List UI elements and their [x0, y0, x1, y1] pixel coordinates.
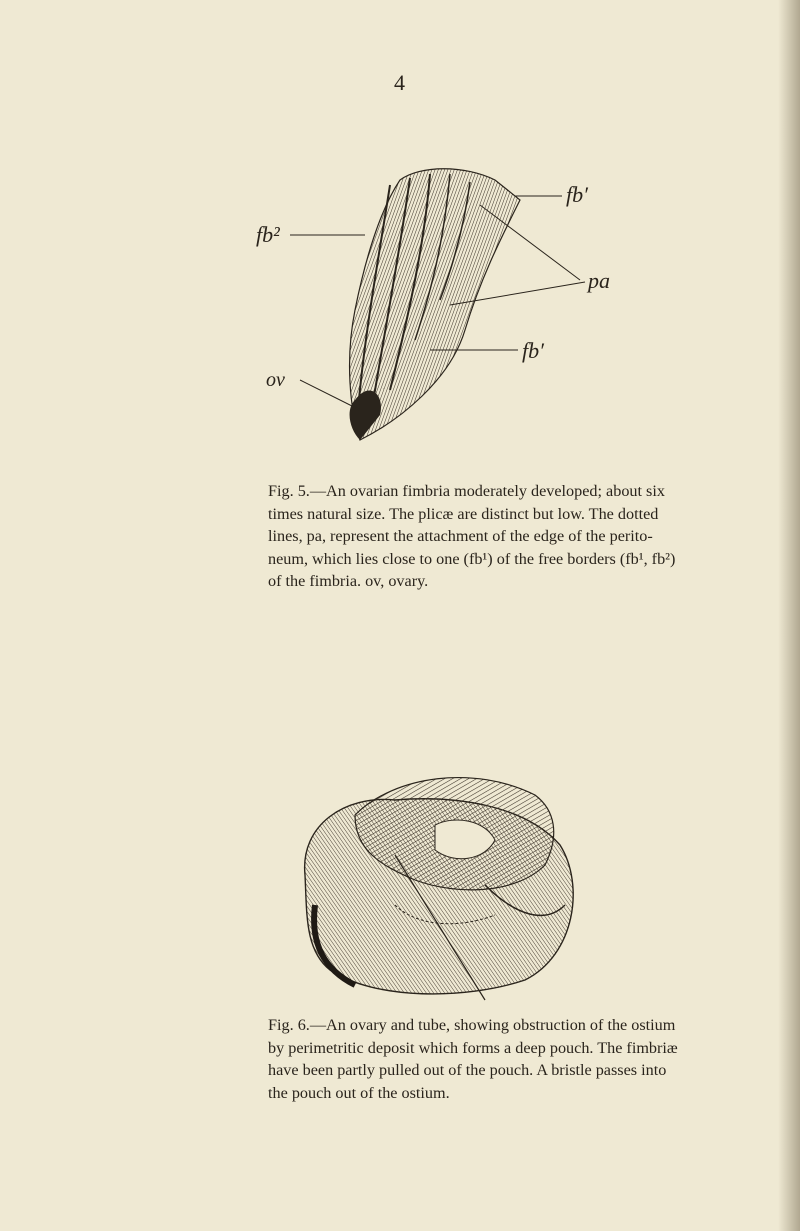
- page-edge-shadow: [778, 0, 800, 1231]
- caption-line: of the fimbria. ov, ovary.: [268, 572, 429, 590]
- caption-line: times natural size. The plicæ are distinct but low. The dotted: [268, 504, 659, 523]
- label-fb2: fb²: [256, 222, 280, 247]
- figure-5-caption: [268, 480, 676, 593]
- figure-6-illustration: [285, 755, 585, 1005]
- label-fb1-top: fb′: [566, 182, 588, 207]
- label-fb1-mid: fb′: [522, 338, 544, 363]
- figure-6-caption: [268, 1014, 678, 1104]
- caption-line: Fig. 6.—An ovary and tube, showing obstruction of the ostium: [268, 1016, 676, 1034]
- figure-5-illustration: [250, 160, 660, 478]
- caption-line: the pouch out of the ostium.: [268, 1083, 450, 1102]
- caption-line: by perimetritic deposit which forms a deep pouch. The fimbriæ: [268, 1038, 678, 1057]
- page-number: 4: [394, 70, 406, 95]
- caption-line: neum, which lies close to one (fb¹) of the free borders (fb¹, fb²): [268, 549, 676, 568]
- caption-line: lines, pa, represent the attachment of the edge of the perito-: [268, 527, 653, 545]
- label-pa: pa: [588, 268, 610, 293]
- caption-line: have been partly pulled out of the pouch. A bristle passes into: [268, 1061, 667, 1079]
- caption-line: Fig. 5.—An ovarian fimbria moderately developed; about six: [268, 482, 665, 500]
- label-ov: ov: [266, 369, 285, 391]
